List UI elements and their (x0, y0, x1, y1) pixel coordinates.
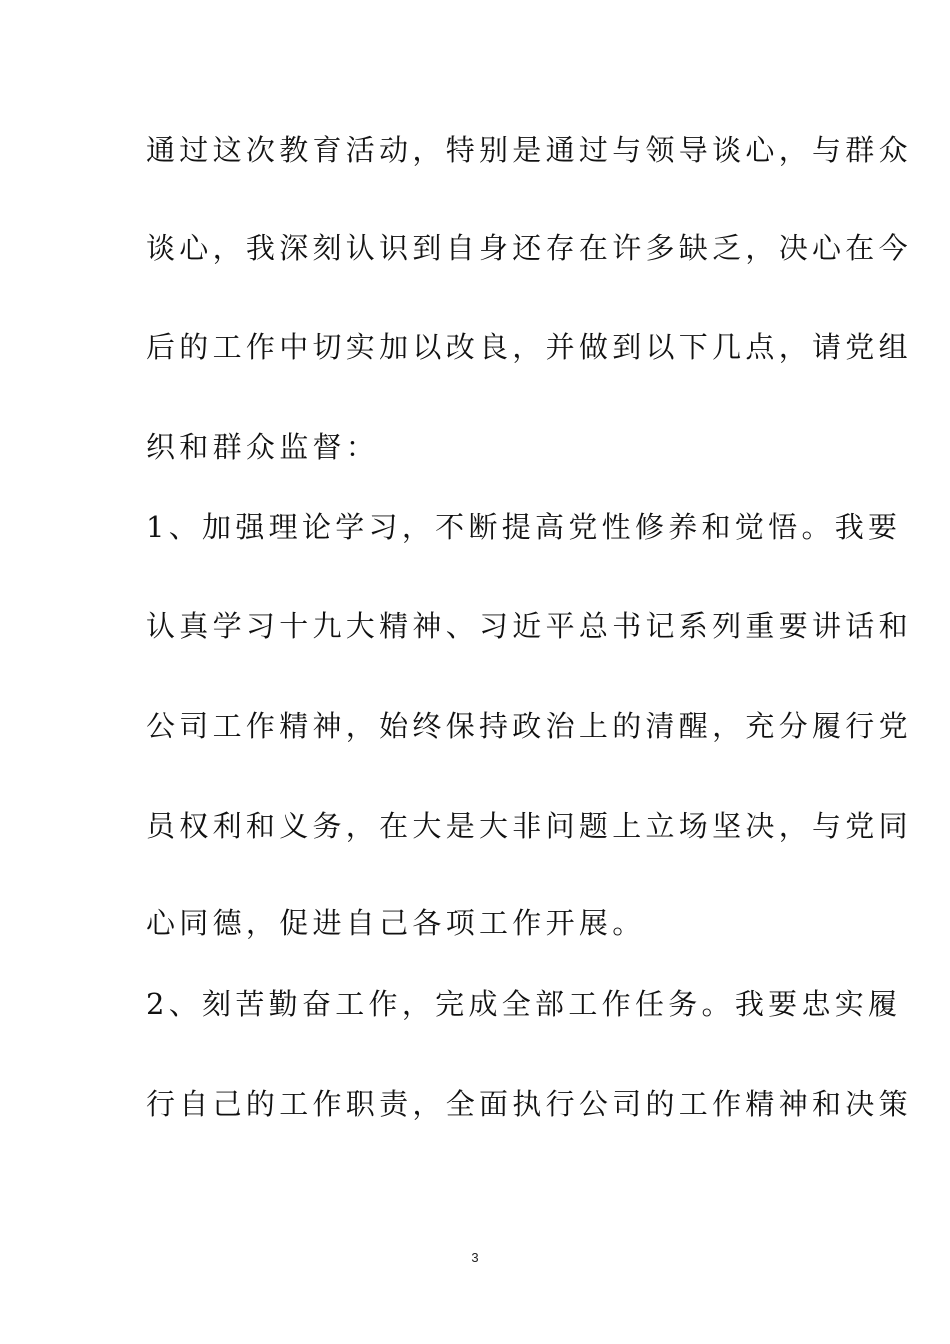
text-line: 谈心，我深刻认识到自身还存在许多缺乏，决心在今 (146, 231, 912, 265)
text-line: 通过这次教育活动，特别是通过与领导谈心，与群众 (146, 133, 912, 167)
text-line: 员权利和义务，在大是大非问题上立场坚决，与党同 (146, 809, 912, 843)
text-line: 2、刻苦勤奋工作，完成全部工作任务。我要忠实履 (146, 987, 902, 1021)
text-line: 1、加强理论学习，不断提高党性修养和觉悟。我要 (146, 510, 902, 544)
text-line: 公司工作精神，始终保持政治上的清醒，充分履行党 (146, 709, 912, 743)
text-line: 织和群众监督： (146, 430, 380, 464)
text-line: 后的工作中切实加以改良，并做到以下几点，请党组 (146, 330, 912, 364)
text-line: 认真学习十九大精神、习近平总书记系列重要讲话和 (146, 609, 912, 643)
text-line: 行自己的工作职责，全面执行公司的工作精神和决策 (146, 1087, 912, 1121)
text-line: 心同德，促进自己各项工作开展。 (146, 906, 646, 940)
page-number: 3 (471, 1250, 479, 1265)
